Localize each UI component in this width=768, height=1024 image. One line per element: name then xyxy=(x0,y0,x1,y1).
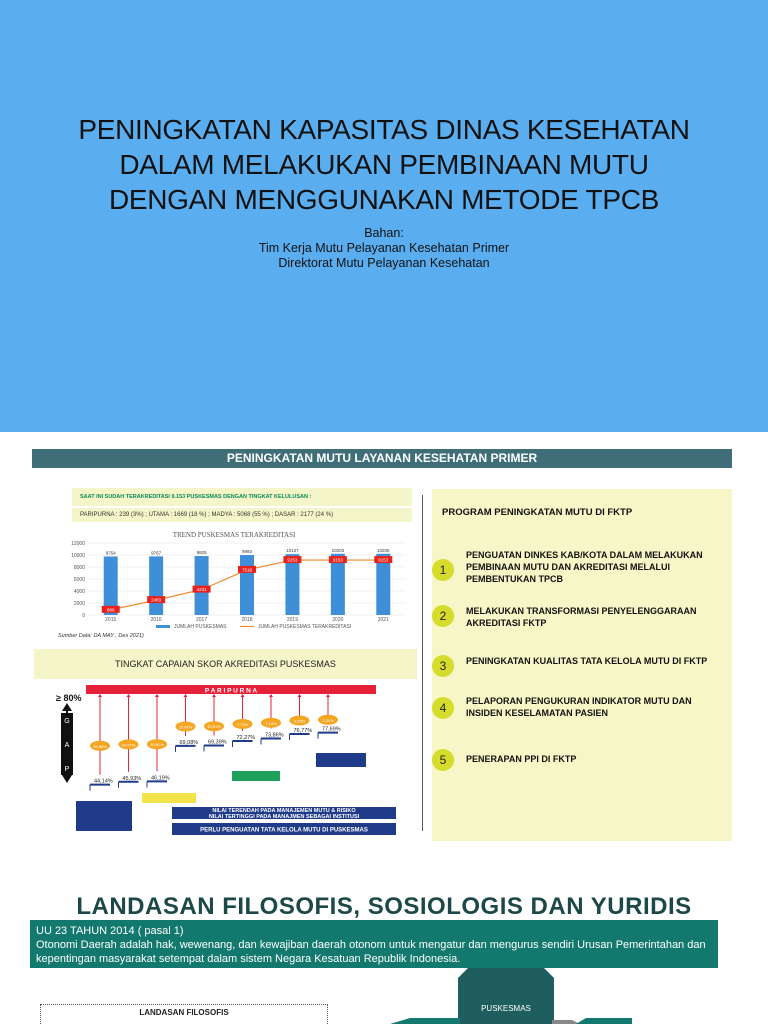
number-badge: 4 xyxy=(432,697,454,719)
uu-body: Otonomi Daerah adalah hak, wewenang, dan kewajiban daerah otonom untuk mengatur dan mengurus sendiri Urusan Pemerintahan dan kepentingan masyarakat setempat dalam sistem Negara Kesatuan Republik Indonesia. xyxy=(36,939,706,965)
bar xyxy=(240,555,254,615)
title-line-1: PENINGKATAN KAPASITAS DINAS KESEHATAN xyxy=(78,114,690,145)
title-line-2: DALAM MELAKUKAN PEMBINAAN MUTU xyxy=(119,149,649,180)
chart-title: TREND PUSKESMAS TERAKREDITASI xyxy=(172,531,296,539)
stair-value: 76,77% xyxy=(293,728,313,735)
paripurna-label: P A R I P U R N A xyxy=(204,687,258,695)
number-badge: 1 xyxy=(432,559,454,581)
landasan-title: LANDASAN FILOSOFIS, SOSIOLOGIS DAN YURIDIS xyxy=(76,893,692,920)
red-arrow-head xyxy=(127,694,131,697)
gap-value: 10,92% xyxy=(178,724,193,730)
legend-bar-label: JUMLAH PUSKESMAS xyxy=(174,624,227,630)
line-point-label: 860 xyxy=(106,607,115,613)
author-block xyxy=(0,226,768,271)
legend-bar-swatch xyxy=(156,625,170,628)
bar-value-label: 9754 xyxy=(105,550,116,556)
stair-value: 44,14% xyxy=(94,778,113,785)
title-line-3: DENGAN MENGGUNAKAN METODE TPCB xyxy=(108,184,660,215)
bahan-label: Bahan: xyxy=(364,226,404,240)
uu-heading: UU 23 TAHUN 2014 ( pasal 1) xyxy=(36,925,184,937)
slide-header: PENINGKATAN MUTU LAYANAN KESEHATAN PRIMER xyxy=(32,449,732,468)
need-label: PERLU PENGUATAN TATA KELOLA MUTU DI PUSKESMAS xyxy=(200,827,368,834)
program-text: PENINGKATAN KUALITAS TATA KELOLA MUTU DI FKTP xyxy=(466,656,708,666)
filosofis-box xyxy=(40,1004,328,1024)
stair-value: 45,93% xyxy=(122,775,142,782)
puskesmas-diagram xyxy=(380,968,650,1024)
y-tick-label: 0 xyxy=(82,613,85,619)
line-point-label: 9153 xyxy=(287,557,298,563)
right-shape xyxy=(576,1018,632,1024)
x-tick-label: 2016 xyxy=(150,617,162,623)
quality-slide xyxy=(0,433,768,865)
x-tick-label: 2018 xyxy=(241,617,253,623)
uu-box xyxy=(30,920,718,968)
staircase-group xyxy=(90,694,341,791)
gap-value: 35,86% xyxy=(93,743,107,749)
accreditation-breakdown: PARIPURNA : 239 (3%) ; UTAMA : 1669 (18 %) ; MADYA : 5068 (55 %) ; DASAR : 2177 (24 %) xyxy=(72,508,412,522)
line-point-label: 7518 xyxy=(241,567,253,573)
bar-value-label: 10203 xyxy=(331,547,345,553)
grey-shape xyxy=(552,1020,580,1024)
gap-value: 2,31% xyxy=(322,717,334,723)
y-tick-label: 4000 xyxy=(73,589,85,595)
line-point-label: 9153 xyxy=(332,557,343,563)
trend-chart xyxy=(56,525,412,641)
y-tick-label: 10000 xyxy=(71,553,85,559)
bar-value-label: 9993 xyxy=(241,549,253,555)
divider-line xyxy=(422,495,423,831)
bar xyxy=(149,556,163,615)
program-text: PELAPORAN PENGUKURAN INDIKATOR MUTU DAN INSIDEN KESELAMATAN PASIEN xyxy=(466,696,692,718)
label-box-left xyxy=(76,801,132,831)
number-badge: 3 xyxy=(432,655,454,677)
bar-value-label: 9767 xyxy=(151,550,162,556)
author-line-2: Direktorat Mutu Pelayanan Kesehatan xyxy=(278,256,490,270)
gap-arrow-top xyxy=(62,703,72,711)
red-arrow-head xyxy=(269,694,273,697)
number-badge: 2 xyxy=(432,605,454,627)
x-tick-label: 2020 xyxy=(332,617,344,623)
bar-value-label: 9825 xyxy=(196,550,207,556)
puskesmas-label: PUSKESMAS xyxy=(481,1004,531,1013)
line-point-label: 2483 xyxy=(151,597,162,603)
y-tick-label: 12000 xyxy=(71,541,85,547)
stair-value: 72,27% xyxy=(236,734,256,741)
label-box-yellow xyxy=(142,793,196,803)
red-arrow-head xyxy=(326,694,330,697)
stair-value: 73,86% xyxy=(265,732,284,739)
title-slide xyxy=(0,0,768,432)
number-badge: 5 xyxy=(432,749,454,771)
gap-value: 33,81% xyxy=(150,742,164,748)
x-tick-label: 2015 xyxy=(105,617,117,623)
legend-line-label: JUMLAH PUSKESMAS TERAKREDITASI xyxy=(258,624,352,630)
accreditation-note: SAAT INI SUDAH TERAKREDITASI 9.153 PUSKESMAS DENGAN TINGKAT KELULUSAN : xyxy=(72,488,412,506)
author-line-1: Tim Kerja Mutu Pelayanan Kesehatan Primer xyxy=(258,241,510,255)
gap-value: 7,14% xyxy=(265,720,277,726)
red-arrow-head xyxy=(98,694,102,697)
puskesmas-hexagon xyxy=(458,968,554,1024)
gap-arrow-bottom xyxy=(62,775,72,783)
left-shape xyxy=(390,1018,460,1024)
bar xyxy=(285,554,299,615)
stair-value: 69,08% xyxy=(179,739,199,746)
bar-value-label: 10137 xyxy=(286,548,299,554)
line-point-label: 4231 xyxy=(196,587,207,593)
gap-letter-a: A xyxy=(64,742,70,749)
y-tick-label: 8000 xyxy=(73,565,85,571)
x-tick-label: 2019 xyxy=(286,617,298,623)
filosofis-label: LANDASAN FILOSOFIS xyxy=(139,1008,229,1017)
stair-value: 69,39% xyxy=(208,739,227,746)
x-tick-label: 2021 xyxy=(377,617,389,623)
red-arrow-head xyxy=(184,694,188,697)
gap-threshold: ≥ 80% xyxy=(56,693,82,703)
x-tick-label: 2017 xyxy=(196,617,208,623)
achievement-diagram xyxy=(54,683,404,843)
red-arrow-head xyxy=(155,694,159,697)
trend-chart-svg xyxy=(56,525,412,641)
presentation-title xyxy=(30,112,738,217)
label-box-green xyxy=(232,771,280,781)
stair-value: 77,69% xyxy=(322,726,341,733)
lowest-score-label: NILAI TERENDAH PADA MANAJEMEN MUTU & RISIKO xyxy=(212,808,356,814)
bar xyxy=(195,556,209,615)
y-tick-label: 6000 xyxy=(73,577,85,583)
gap-value: 34,07% xyxy=(121,742,136,748)
program-text: PENGUATAN DINKES KAB/KOTA DALAM MELAKUKAN PEMBINAAN MUTU DAN AKREDITASI MELALUI PEMBENTUKAN TPCB xyxy=(466,550,703,584)
red-arrow-head xyxy=(298,694,302,697)
program-text: PENERAPAN PPI DI FKTP xyxy=(466,754,577,764)
program-title: PROGRAM PENINGKATAN MUTU DI FKTP xyxy=(442,507,633,518)
gap-letter-g: G xyxy=(64,718,70,725)
program-text: MELAKUKAN TRANSFORMASI PENYELENGGARAAN AKREDITASI FKTP xyxy=(466,606,697,628)
highest-score-label: NILAI TERTINGGI PADA MANAJMEN SEBAGAI INSTITUSI xyxy=(208,814,360,820)
y-tick-label: 2000 xyxy=(73,601,85,607)
label-box-right xyxy=(316,753,366,767)
gap-value: 7,73% xyxy=(236,721,249,727)
stair-value: 46,19% xyxy=(151,775,170,782)
program-panel xyxy=(432,489,732,841)
gap-letter-p: P xyxy=(64,766,70,773)
gap-value: 3,23% xyxy=(293,718,306,724)
gap-value: 10,61% xyxy=(207,724,221,730)
achievement-title: TINGKAT CAPAIAN SKOR AKREDITASI PUSKESMAS xyxy=(34,649,417,679)
bar-value-label: 10205 xyxy=(377,547,390,553)
line-point-label: 9153 xyxy=(378,557,389,563)
chart-source: Sumber Data: DA MAY , Des 2021) xyxy=(58,633,144,639)
